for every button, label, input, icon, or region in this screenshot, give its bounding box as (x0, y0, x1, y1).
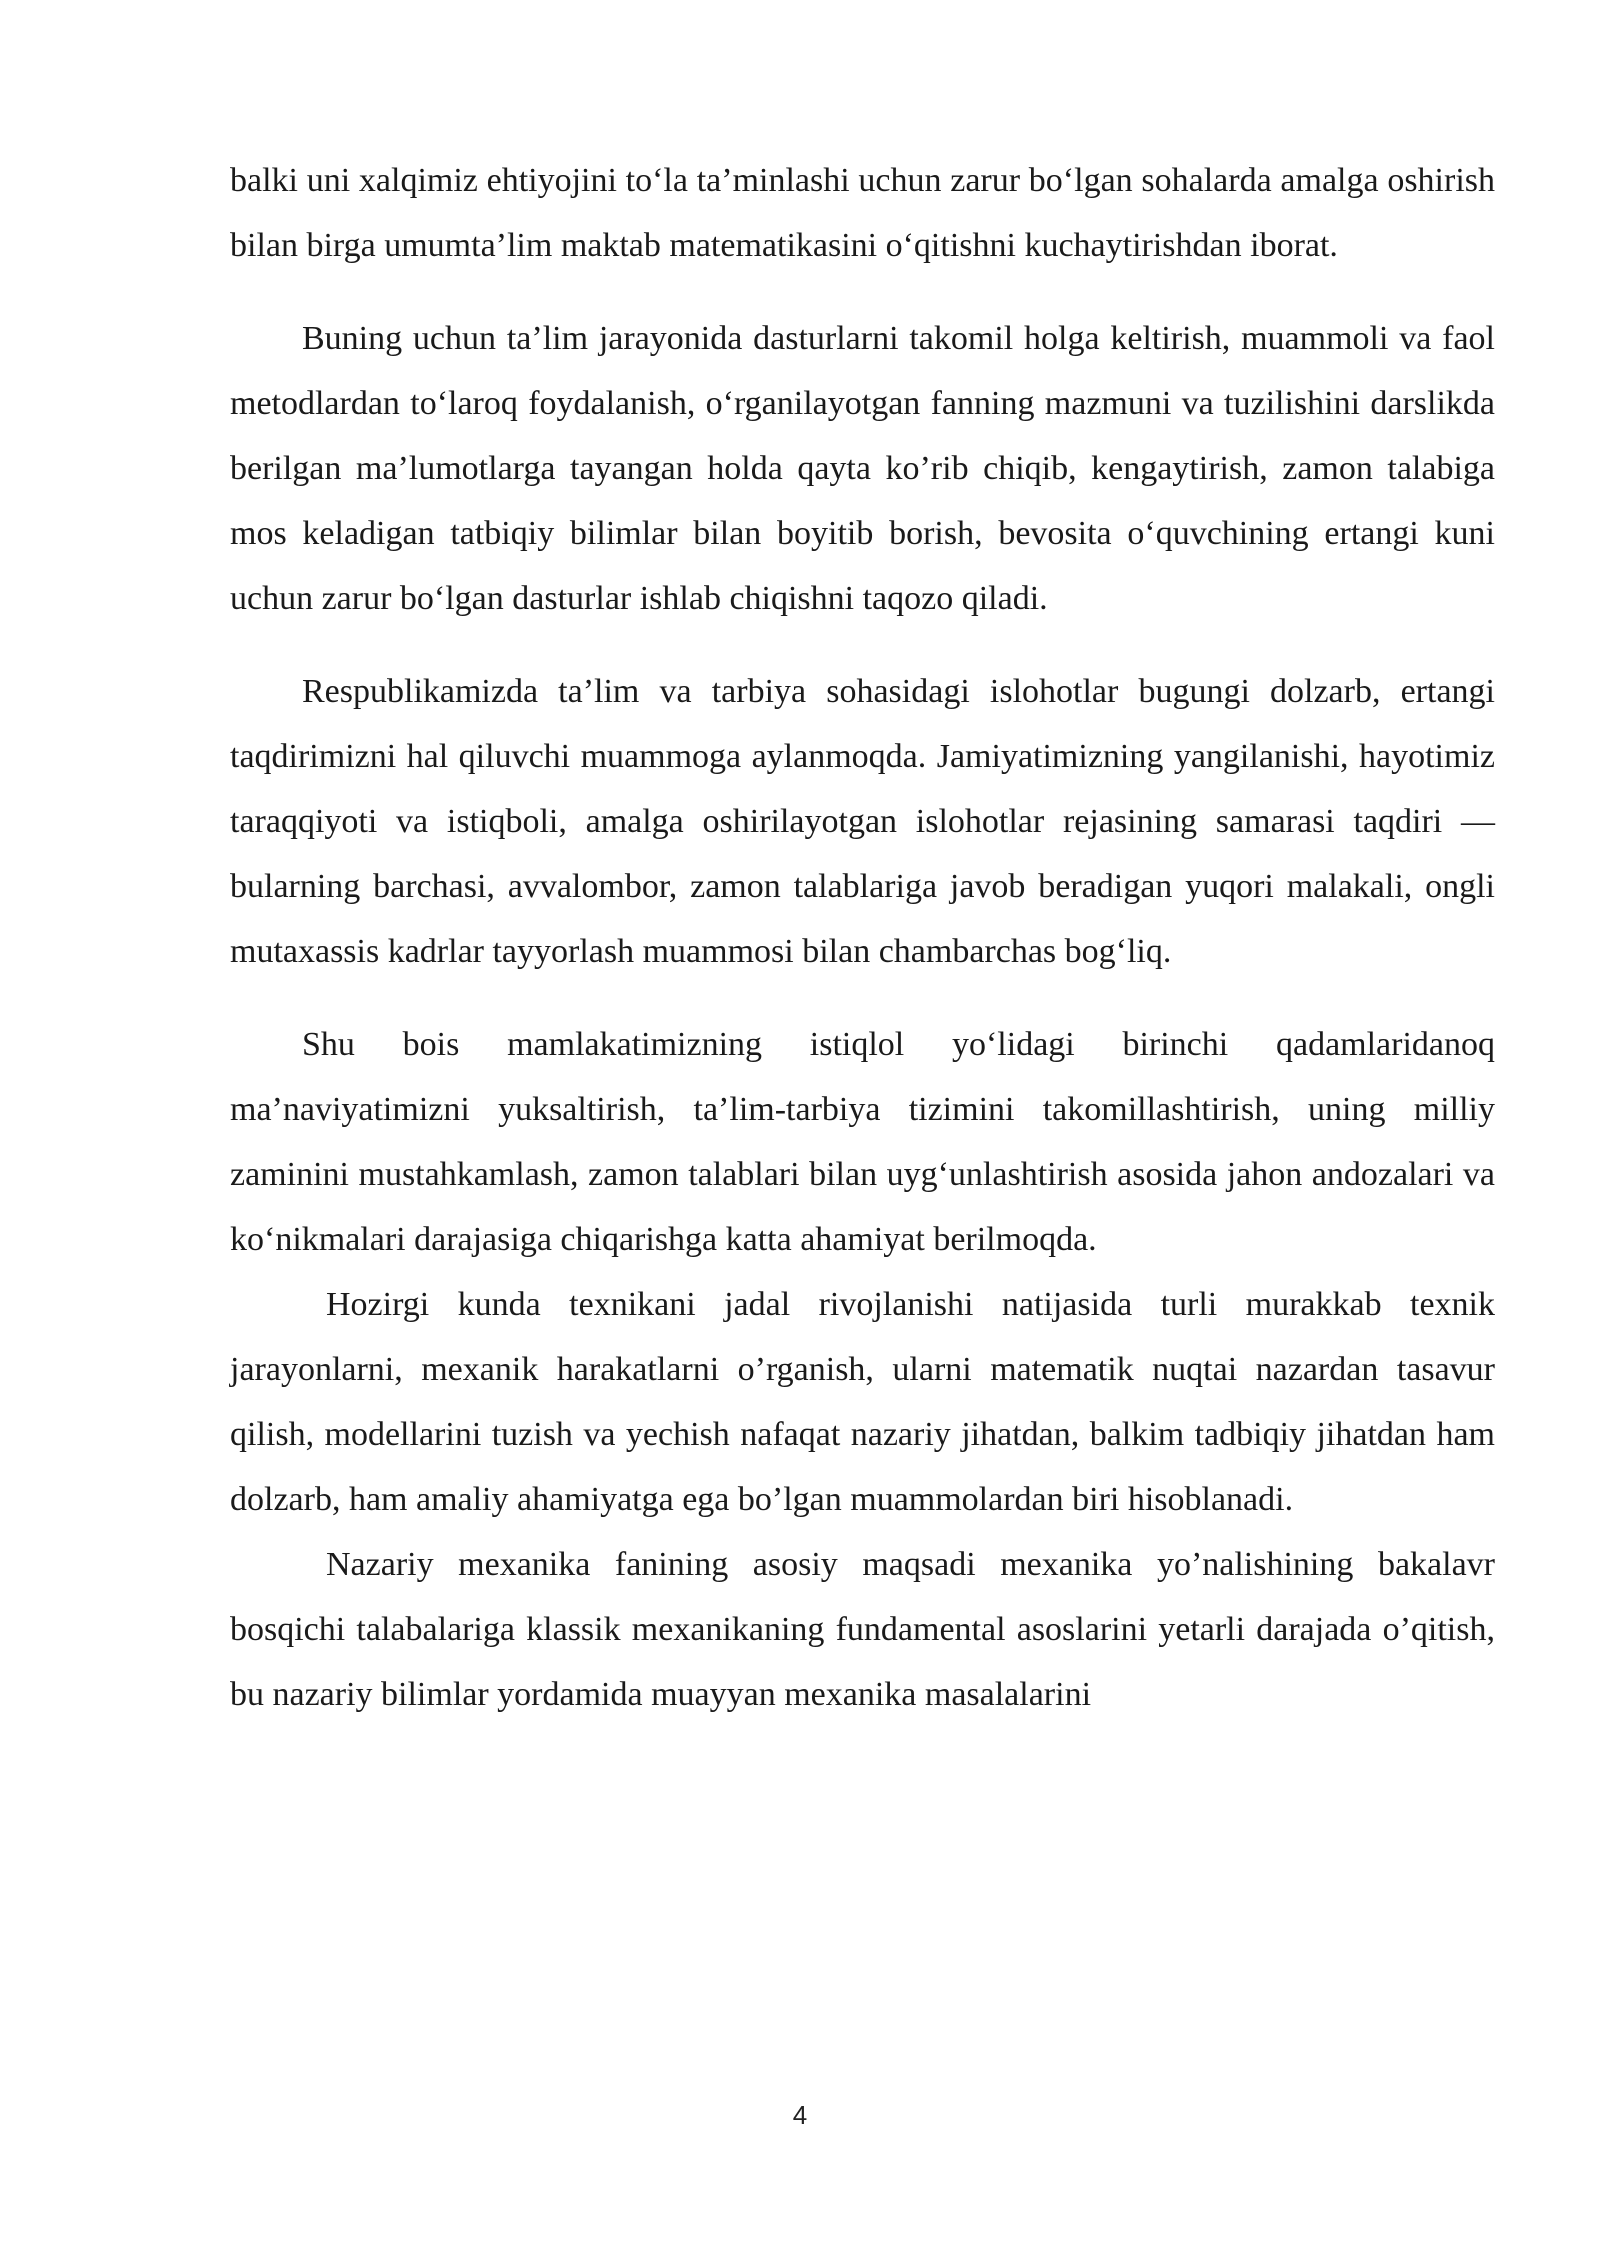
page-number: 4 (792, 2100, 808, 2130)
body-text (230, 148, 1495, 1727)
paragraph-4: Shu bois mamlakatimizning istiqlol yo‘lidagi birinchi qadamlaridanoq ma’naviyatimizni yuksaltirish, ta’lim-tarbiya tizimini takomillashtirish, uning milliy zaminini mustahkamlash, zamon talablari bilan uyg‘unlashtirish asosida jahon andozalari va ko‘nikmalari darajasiga chiqarishga katta ahamiyat berilmoqda. (230, 1026, 1495, 1258)
paragraph-2: Buning uchun ta’lim jarayonida dasturlarni takomil holga keltirish, muammoli va faol metodlardan to‘laroq foydalanish, o‘rganilayotgan fanning mazmuni va tuzilishini darslikda berilgan ma’lumotlarga tayangan holda qayta ko’rib chiqib, kengaytirish, zamon talabiga mos keladigan tatbiqiy bilimlar bilan boyitib borish, bevosita o‘quvchining ertangi kuni uchun zarur bo‘lgan dasturlar ishlab chiqishni taqozo qiladi. (230, 320, 1495, 617)
paragraph-3: Respublikamizda ta’lim va tarbiya sohasidagi islohotlar bugungi dolzarb, ertangi taqdirimizni hal qiluvchi muammoga aylanmoqda. Jamiyatimizning yangilanishi, hayotimiz taraqqiyoti va istiqboli, amalga oshirilayotgan islohotlar rejasining samarasi taqdiri — bularning barchasi, avvalombor, zamon talablariga javob beradigan yuqori malakali, ongli mutaxassis kadrlar tayyorlash muammosi bilan chambarchas bog‘liq. (230, 673, 1495, 970)
paragraph-5: Hozirgi kunda texnikani jadal rivojlanishi natijasida turli murakkab texnik jarayonlarni, mexanik harakatlarni o’rganish, ularni matematik nuqtai nazardan tasavur qilish, modellarini tuzish va yechish nafaqat nazariy jihatdan, balkim tadbiqiy jihatdan ham dolzarb, ham amaliy ahamiyatga ega bo’lgan muammolardan biri hisoblanadi. (230, 1286, 1495, 1518)
paragraph-1: balki uni xalqimiz ehtiyojini to‘la ta’minlashi uchun zarur bo‘lgan sohalarda amalga oshirish bilan birga umumta’lim maktab matematikasini o‘qitishni kuchaytirishdan iborat. (230, 162, 1495, 264)
paragraph-6: Nazariy mexanika fanining asosiy maqsadi mexanika yo’nalishining bakalavr bosqichi talabalariga klassik mexanikaning fundamental asoslarini yetarli darajada o’qitish, bu nazariy bilimlar yordamida muayyan mexanika masalalarini (230, 1546, 1495, 1713)
